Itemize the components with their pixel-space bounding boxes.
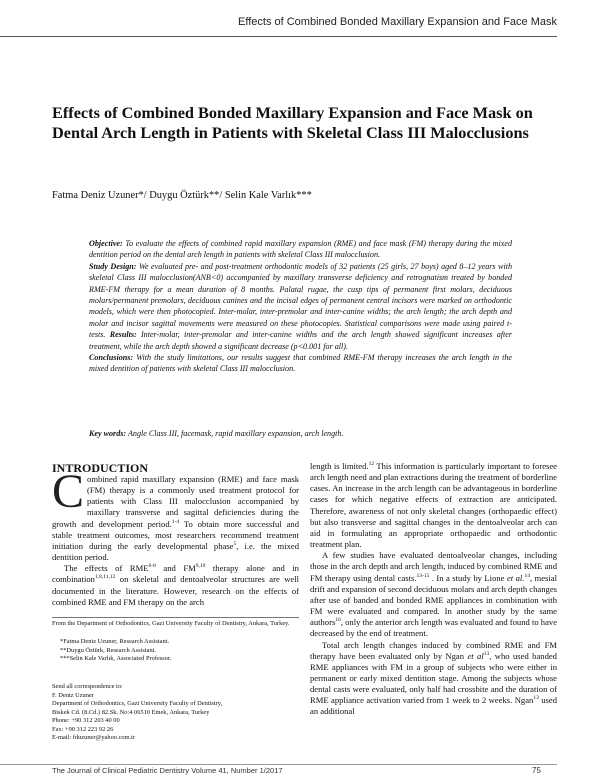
citation: 6-8 xyxy=(148,563,156,570)
correspondence-phone: Phone: +90 312 203 40 00 xyxy=(52,717,120,724)
drop-cap: C xyxy=(52,465,85,518)
intro-p2a-text: The effects of RME xyxy=(64,563,149,574)
body-p2-text: A few studies have evaluated dentoalveolar changes, including those in the arch depth and arch length, induced by combined RME and FM therapy using dental casts. xyxy=(310,550,557,583)
objective-text: To evaluate the effects of combined rapid maxillary expansion (RME) and face mask (FM) therapy during the mixed dentition period on the dental arch length in patients with skeletal Class III malocclusion. xyxy=(89,239,512,260)
introduction-heading: INTRODUCTION xyxy=(52,461,149,475)
abstract-conclusions xyxy=(89,352,512,375)
citation: 5 xyxy=(233,541,237,548)
citation: 13 xyxy=(533,695,539,702)
footnote-authors xyxy=(60,638,300,664)
article-title: Effects of Combined Bonded Maxillary Expansion and Face Mask on Dental Arch Length in Patients with Skeletal Class III Malocclusions xyxy=(52,103,533,142)
footnote-author-3: ***Selin Kale Varlık, Associated Professor. xyxy=(60,655,172,662)
right-column xyxy=(310,461,557,718)
body-paragraph-1 xyxy=(310,461,557,550)
design-label: Study Design: xyxy=(89,261,137,271)
body-p2c-text: , mesial drift and expansion of second deciduous molars and arch depth changes after use of banded and bonded RME appliances in combination with FM were evaluated and compared. In another study by the same authors xyxy=(310,572,557,628)
body-p3b-text: , who used banded RME appliances with FM in a group of subjects who were either in permanent or early mixed dentition stage. Among the subjects whose dental casts were evaluated, only half had crossbite and the duration of RME appliance activation varied from 1 week to 2 weeks. Ngan xyxy=(310,650,557,706)
footnote-divider xyxy=(52,617,299,618)
body-paragraph-2 xyxy=(310,550,557,639)
correspondence-label: Send all correspondence to: xyxy=(52,683,123,690)
footer-divider xyxy=(0,764,557,765)
citation: 13 xyxy=(483,650,490,657)
running-head-text: Effects of Combined Bonded Maxillary Expansion and Face Mask xyxy=(238,16,557,28)
keywords-text: Angle Class III, facemask, rapid maxillary expansion, arch length. xyxy=(126,429,344,438)
abstract-design xyxy=(89,261,512,352)
correspondence-block xyxy=(52,683,299,743)
correspondence-fax: Fax: +90 312 223 92 26 xyxy=(52,725,114,733)
correspondence-email: E-mail: fduzuner@yahoo.com.tr xyxy=(52,734,136,741)
citation: 9,10 xyxy=(195,563,206,570)
intro-paragraph-2 xyxy=(52,563,299,608)
correspondence-address-1: Department of Orthodontics, Gazi University Faculty of Dentistry, xyxy=(52,700,223,707)
abstract-objective xyxy=(89,238,512,261)
body-p3-text: Total arch length changes induced by combined RME and FM therapy have been evaluated only by Ngan xyxy=(310,639,557,661)
body-p2b-text: . In a study by Lione xyxy=(429,572,507,583)
body-p1b-text: This information is particularly important to foresee arch length need and plan extractions during the treatment of borderline cases. An increase in the arch length can be advantageous in borderline cases for which negative effects of extraction are anticipated. Therefore, awareness of not only skeletal changes (orthopaedic effect) but also transverse and sagittal changes in the dentoalveolar arch can aid in formulating an appropriate orthopaedic and orthodontic treatment plan. xyxy=(310,461,557,550)
design-text: We evaluated pre- and post-treatment orthodontic models of 32 patients (25 girls, 27 boys) aged 8–12 years with skeletal Class III malocclusion(ANB<0) accompanied by maxillary transverse deficiency and retrognatism treated by bonded RME-FM therapy for a mean duration of 8 months. Palatal rugae, the cusp tips of permanent first molars, deciduous molars/permanent premolars, deciduous canines and the incisal edges of permanent central incisors were marked on orthodontic models, which were then photocopied. Inter-molar, inter-premolar and inter-canine widths; the arch length; the arch depth and molar and incisor sagittal movements were measured on these photocopies. Statistical comparisons were made using paired t-tests. xyxy=(89,261,512,340)
page-number: 75 xyxy=(532,766,541,775)
citation: 16 xyxy=(335,617,341,624)
et-al: et al xyxy=(467,650,484,661)
conclusions-text: With the study limitations, our results suggest that combined RME-FM therapy increases the arch length in the mixed dentition of patients with skeletal Class III malocclusion. xyxy=(89,353,512,374)
keywords-label: Key words: xyxy=(89,429,127,438)
body-p2d-text: , only the anterior arch length was evaluated and found to have decreased by the end of treatment. xyxy=(310,617,558,639)
results-label: Results: xyxy=(109,330,137,340)
results-text: Inter-molar, inter-premolar and inter-canine widths and the arch length showed significant increases after treatment, while the arch depth showed a significant decrease (p<0.001 for all). xyxy=(89,330,512,351)
intro-p2b-text: and FM xyxy=(155,563,196,574)
footnote-author-2: **Duygu Öztürk, Research Assistant. xyxy=(60,646,157,654)
correspondence-address-2: Biskek Cd. (8.Cd.) 82.Sk. No:4 06510 Emek, Ankara, Turkey xyxy=(52,708,210,716)
intro-p1-text: ombined rapid maxillary expansion (RME) and face mask (FM) therapy is a commonly used treatment protocol for patients with Class III malocclusion accompanied by maxillary transverse and sagittal deficiencies during the growth and development period. xyxy=(52,474,299,529)
citation: 1-4 xyxy=(171,518,180,525)
running-head xyxy=(0,0,557,37)
intro-p1c-text: , i.e. the mixed dentition period. xyxy=(52,540,299,563)
abstract xyxy=(89,238,512,375)
body-paragraph-3 xyxy=(310,640,557,718)
correspondence-name: F. Deniz Uzuner xyxy=(52,691,94,699)
keywords xyxy=(89,429,512,438)
footnote-author-1: *Fatma Deniz Uzuner, Research Assistant. xyxy=(60,638,170,645)
citation: 14 xyxy=(524,572,530,579)
conclusions-label: Conclusions: xyxy=(89,353,134,363)
body-p1-text: length is limited. xyxy=(310,461,369,471)
intro-p2d-text: on skeletal and dentoalveolar structures are well documented in the literature. However, research on the effects of combined RME and FM therapy on the arch xyxy=(52,574,299,607)
objective-label: Objective: xyxy=(89,239,123,248)
footnote-department: From the Department of Orthodontics, Gazi University Faculty of Dentistry, Ankara, Turkey. xyxy=(52,620,290,627)
citation: 13-15 xyxy=(416,572,430,579)
footer-journal: The Journal of Clinical Pediatric Dentistry Volume 41, Number 1/2017 xyxy=(52,766,283,775)
author-line: Fatma Deniz Uzuner*/ Duygu Öztürk**/ Selin Kale Varlık*** xyxy=(52,190,312,201)
citation: 1,8,11,12 xyxy=(94,574,116,581)
intro-p2c-text: therapy alone and in combination xyxy=(52,563,299,585)
et-al: et al. xyxy=(506,572,525,583)
intro-p1b-text: To obtain more successful and stable treatment outcomes, most researchers recommend treatment initiation during the early developmental phase xyxy=(52,518,299,551)
body-p3c-text: used an additional xyxy=(310,695,557,717)
citation: 12 xyxy=(368,461,375,468)
